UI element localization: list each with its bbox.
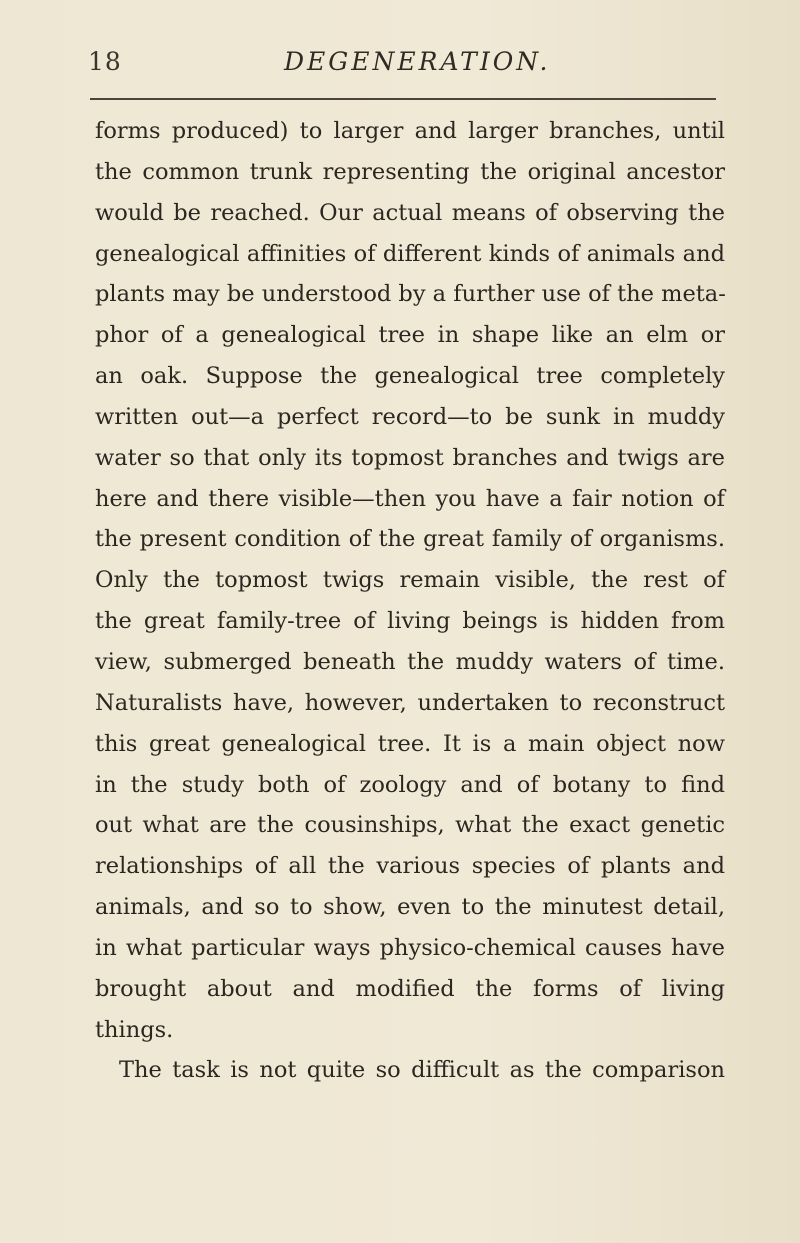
text-line: phor of a genealogical tree in shape like an elm or bbox=[95, 322, 725, 349]
page-number: 18 bbox=[88, 47, 122, 76]
text-line: Only the topmost twigs remain visible, the rest of bbox=[95, 567, 725, 594]
text-line: would be reached. Our actual means of observing the bbox=[95, 199, 725, 226]
text-line: view, submerged beneath the muddy waters of time. bbox=[95, 648, 725, 675]
text-line: Naturalists have, however, undertaken to reconstruct bbox=[95, 689, 725, 716]
header-rule bbox=[90, 98, 716, 100]
text-line: in what particular ways physico-chemical causes have bbox=[95, 934, 725, 961]
text-line: written out—a perfect record—to be sunk in muddy bbox=[95, 403, 725, 430]
text-line: an oak. Suppose the genealogical tree completely bbox=[95, 363, 725, 390]
text-line: genealogical affinities of different kinds of animals and bbox=[95, 240, 725, 267]
text-line: water so that only its topmost branches and twigs are bbox=[95, 444, 725, 471]
text-line: here and there visible—then you have a fair notion of bbox=[95, 485, 725, 512]
text-line: the great family-tree of living beings is hidden from bbox=[95, 608, 725, 635]
text-line: out what are the cousinships, what the exact genetic bbox=[95, 812, 725, 839]
text-line: The task is not quite so difficult as the comparison bbox=[119, 1057, 725, 1084]
text-line: this great genealogical tree. It is a main object now bbox=[95, 730, 725, 757]
text-line: in the study both of zoology and of botany to find bbox=[95, 771, 725, 798]
text-line: things. bbox=[95, 1016, 174, 1043]
text-line: forms produced) to larger and larger branches, until bbox=[95, 118, 725, 144]
text-line: relationships of all the various species of plants and bbox=[95, 853, 725, 880]
text-line: the common trunk representing the original ancestor bbox=[95, 158, 725, 185]
text-line: the present condition of the great family of organisms. bbox=[95, 526, 725, 553]
body-text bbox=[95, 111, 725, 1091]
text-line: plants may be understood by a further use of the meta- bbox=[95, 281, 726, 308]
text-line: brought about and modified the forms of living bbox=[95, 975, 725, 1002]
text-line: animals, and so to show, even to the minutest detail, bbox=[95, 894, 725, 921]
running-title: DEGENERATION. bbox=[284, 47, 551, 76]
